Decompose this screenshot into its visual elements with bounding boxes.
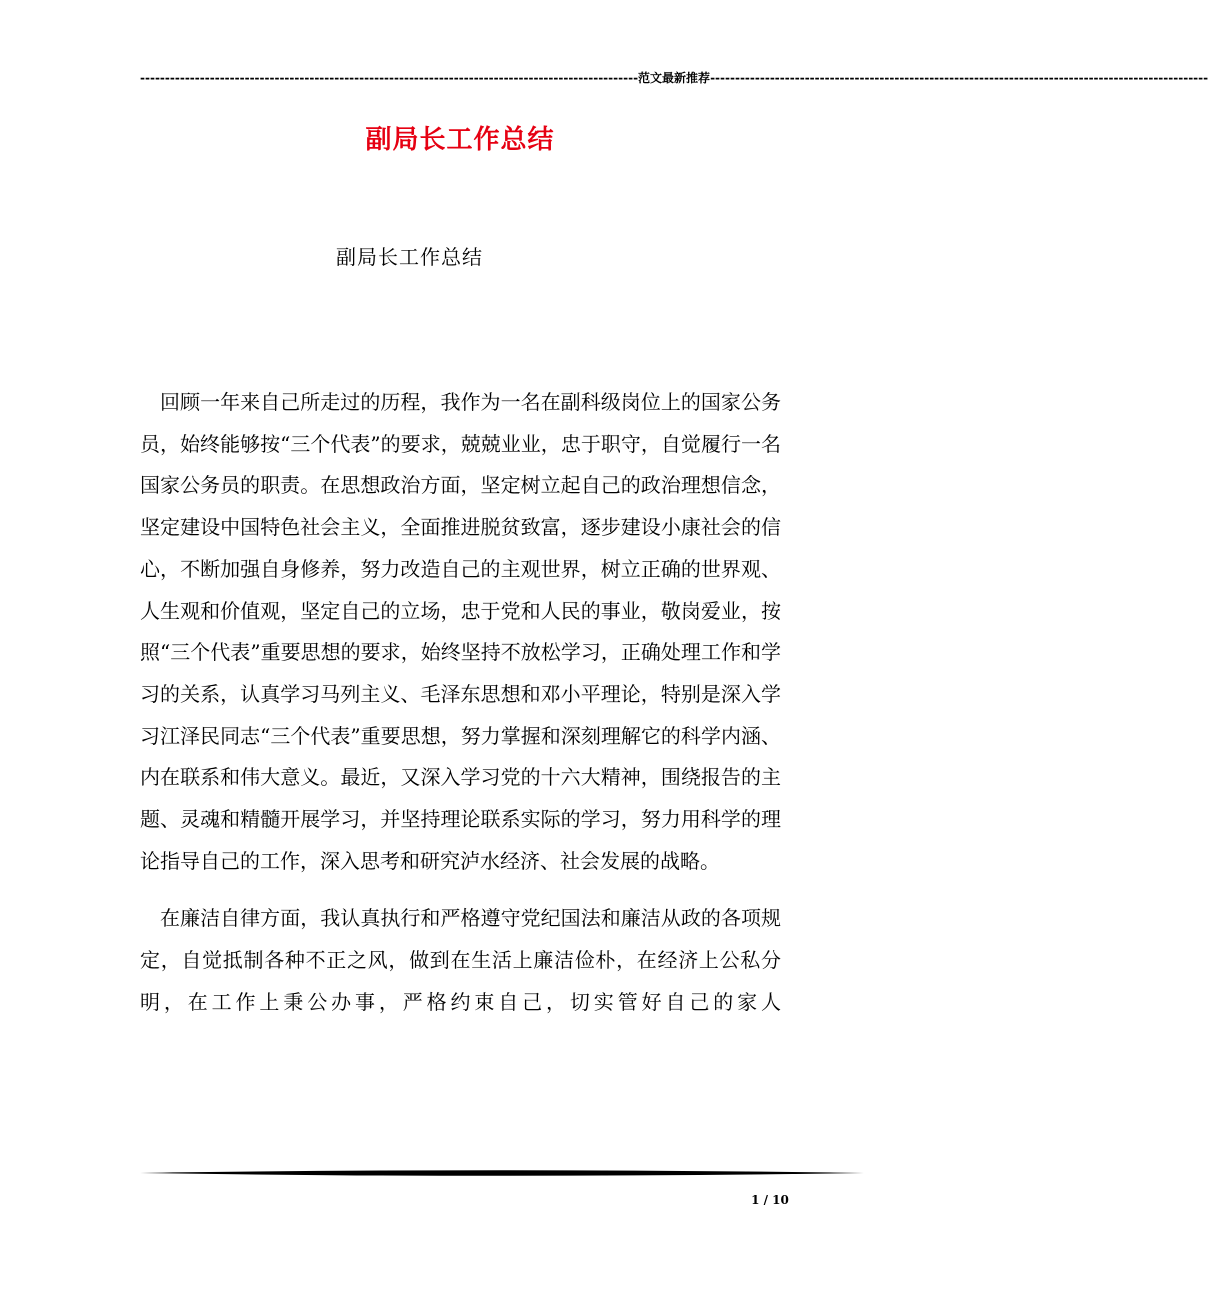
document-title: 副局长工作总结	[365, 125, 555, 155]
body-paragraph: 回顾一年来自己所走过的历程，我作为一名在副科级岗位上的国家公务员，始终能够按“三个代表”的要求，兢兢业业，忠于职守，自觉履行一名国家公务员的职责。在思想政治方面，坚定树立起自己的政治理想信念，坚定建设中国特色社会主义，全面推进脱贫致富，逐步建设小康社会的信心，不断加强自身修养，努力改造自己的主观世界，树立正确的世界观、人生观和价值观，坚定自己的立场，忠于党和人民的事业，敬岗爱业，按照“三个代表”重要思想的要求，始终坚持不放松学习，正确处理工作和学习的关系，认真学习马列主义、毛泽东思想和邓小平理论，特别是深入学习江泽民同志“三个代表”重要思想，努力掌握和深刻理解它的科学内涵、内在联系和伟大意义。最近，又深入学习党的十六大精神，围绕报告的主题、灵魂和精髓开展学习，并坚持理论联系实际的学习，努力用科学的理论指导自己的工作，深入思考和研究泸水经济、社会发展的战略。	[140, 390, 781, 873]
body-paragraph: 在廉洁自律方面，我认真执行和严格遵守党纪国法和廉洁从政的各项规定，自觉抵制各种不正之风，做到在生活上廉洁俭朴，在经济上公私分明，在工作上秉公办事，严格约束自己，切实管好自己的家人	[140, 906, 781, 1014]
header-banner	[140, 70, 1208, 86]
header-right-dashes: ----------------------------------------------------------------------------------------------------	[710, 71, 1208, 85]
header-label: 范文最新推荐	[638, 71, 711, 85]
document-body	[140, 382, 781, 1024]
footer-rule	[140, 1169, 864, 1177]
page-number: 1 / 10	[751, 1193, 789, 1207]
document-subtitle: 副局长工作总结	[336, 245, 483, 269]
header-left-dashes: ----------------------------------------------------------------------------------------------------	[140, 71, 639, 85]
